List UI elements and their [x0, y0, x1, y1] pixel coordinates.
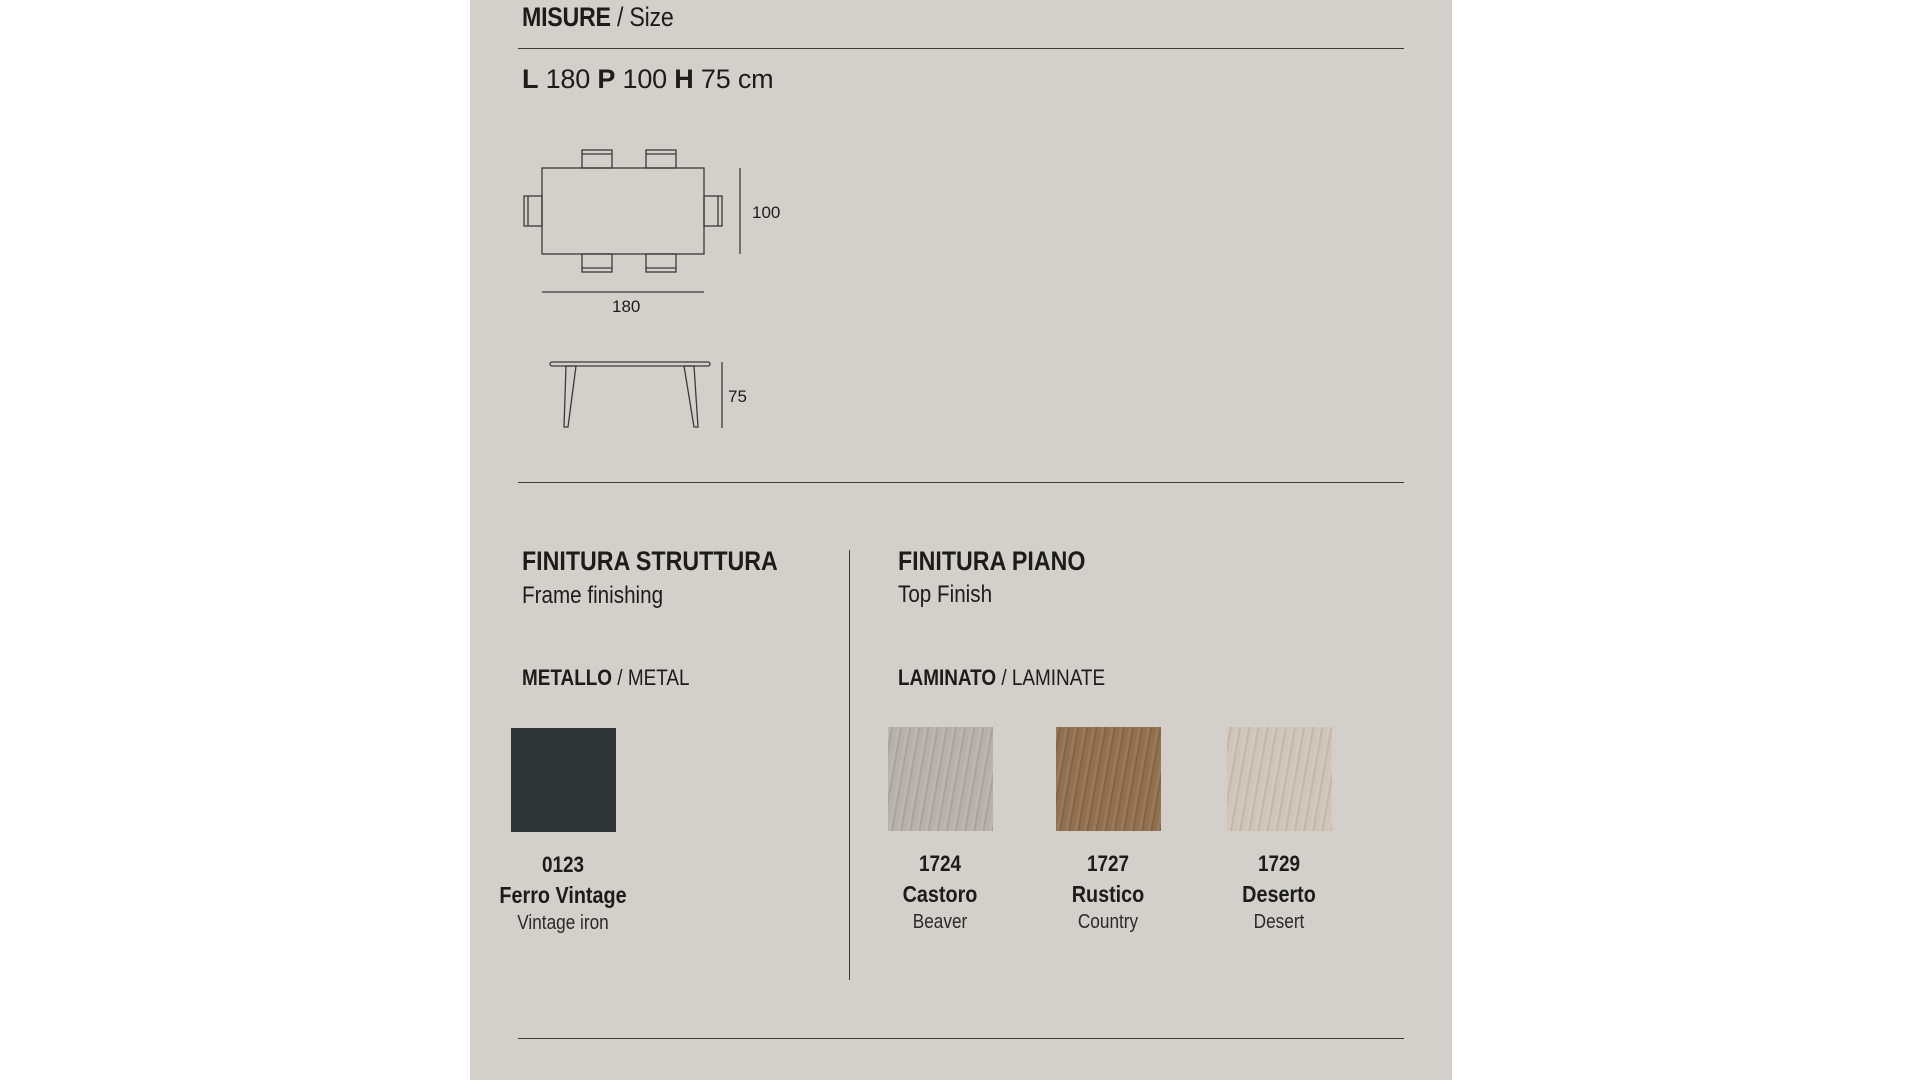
length-value: 180 — [545, 64, 591, 94]
top-material-it: LAMINATO — [898, 665, 997, 690]
product-sheet — [470, 0, 1452, 1080]
top-finish-subtitle: Top Finish — [898, 581, 993, 608]
frame-finish-subtitle: Frame finishing — [522, 582, 664, 609]
top-swatch-1724[interactable] — [850, 727, 1030, 934]
chair-left — [524, 196, 542, 226]
depth-value: 100 — [622, 64, 667, 94]
unit-label: cm — [737, 64, 774, 94]
swatch-name-en: Desert — [1253, 911, 1305, 933]
depth-label: P — [597, 64, 616, 94]
dimensions-line — [522, 64, 773, 95]
swatch-name-en: Vintage iron — [517, 912, 609, 934]
chair-right — [704, 196, 722, 226]
top-material-en: LAMINATE — [1011, 665, 1106, 690]
frame-material-en: METAL — [627, 665, 690, 690]
frame-material-separator: / — [617, 665, 623, 690]
chair-top-right — [646, 150, 676, 168]
top-material-heading — [898, 665, 1105, 691]
swatch-code: 1727 — [1086, 851, 1130, 876]
swatch-code: 1729 — [1257, 851, 1301, 876]
swatch-name: Ferro Vintage — [499, 882, 627, 908]
swatch-code: 0123 — [541, 852, 585, 877]
divider-top — [518, 48, 1404, 49]
table-drawing — [522, 140, 802, 440]
frame-swatch-0123[interactable] — [473, 728, 653, 935]
swatch-name-en: Country — [1077, 911, 1139, 933]
table-top-plan — [542, 168, 704, 254]
size-title-separator: / — [616, 2, 624, 32]
chair-top-left — [582, 150, 612, 168]
top-material-separator: / — [1001, 665, 1007, 690]
length-dimension-label: 180 — [612, 297, 641, 316]
frame-material-it: METALLO — [522, 665, 613, 690]
size-title — [522, 2, 673, 33]
frame-finish-title: FINITURA STRUTTURA — [522, 546, 778, 576]
swatch-name-en: Beaver — [912, 911, 968, 933]
height-label: H — [674, 64, 694, 94]
swatch-color — [1056, 727, 1161, 831]
top-finish-title: FINITURA PIANO — [898, 546, 1086, 576]
divider-middle — [518, 482, 1404, 483]
swatch-color — [1227, 727, 1332, 831]
size-title-en: Size — [629, 2, 674, 32]
swatch-code: 1724 — [918, 851, 962, 876]
swatch-name: Castoro — [902, 881, 978, 907]
top-swatch-1727[interactable] — [1018, 727, 1198, 934]
swatch-name: Rustico — [1071, 881, 1145, 907]
table-leg-left — [564, 366, 576, 427]
height-value: 75 — [700, 64, 731, 94]
frame-material-heading — [522, 665, 690, 691]
height-dimension-label: 75 — [728, 387, 747, 406]
top-swatch-1729[interactable] — [1189, 727, 1369, 934]
depth-dimension-label: 100 — [752, 203, 781, 222]
swatch-color — [888, 727, 993, 831]
swatch-color — [511, 728, 616, 832]
length-label: L — [522, 64, 539, 94]
table-leg-right — [684, 366, 698, 427]
chair-bottom-left — [582, 254, 612, 272]
divider-bottom — [518, 1038, 1404, 1039]
size-title-it: MISURE — [522, 2, 611, 32]
chair-bottom-right — [646, 254, 676, 272]
swatch-name: Deserto — [1242, 881, 1316, 907]
